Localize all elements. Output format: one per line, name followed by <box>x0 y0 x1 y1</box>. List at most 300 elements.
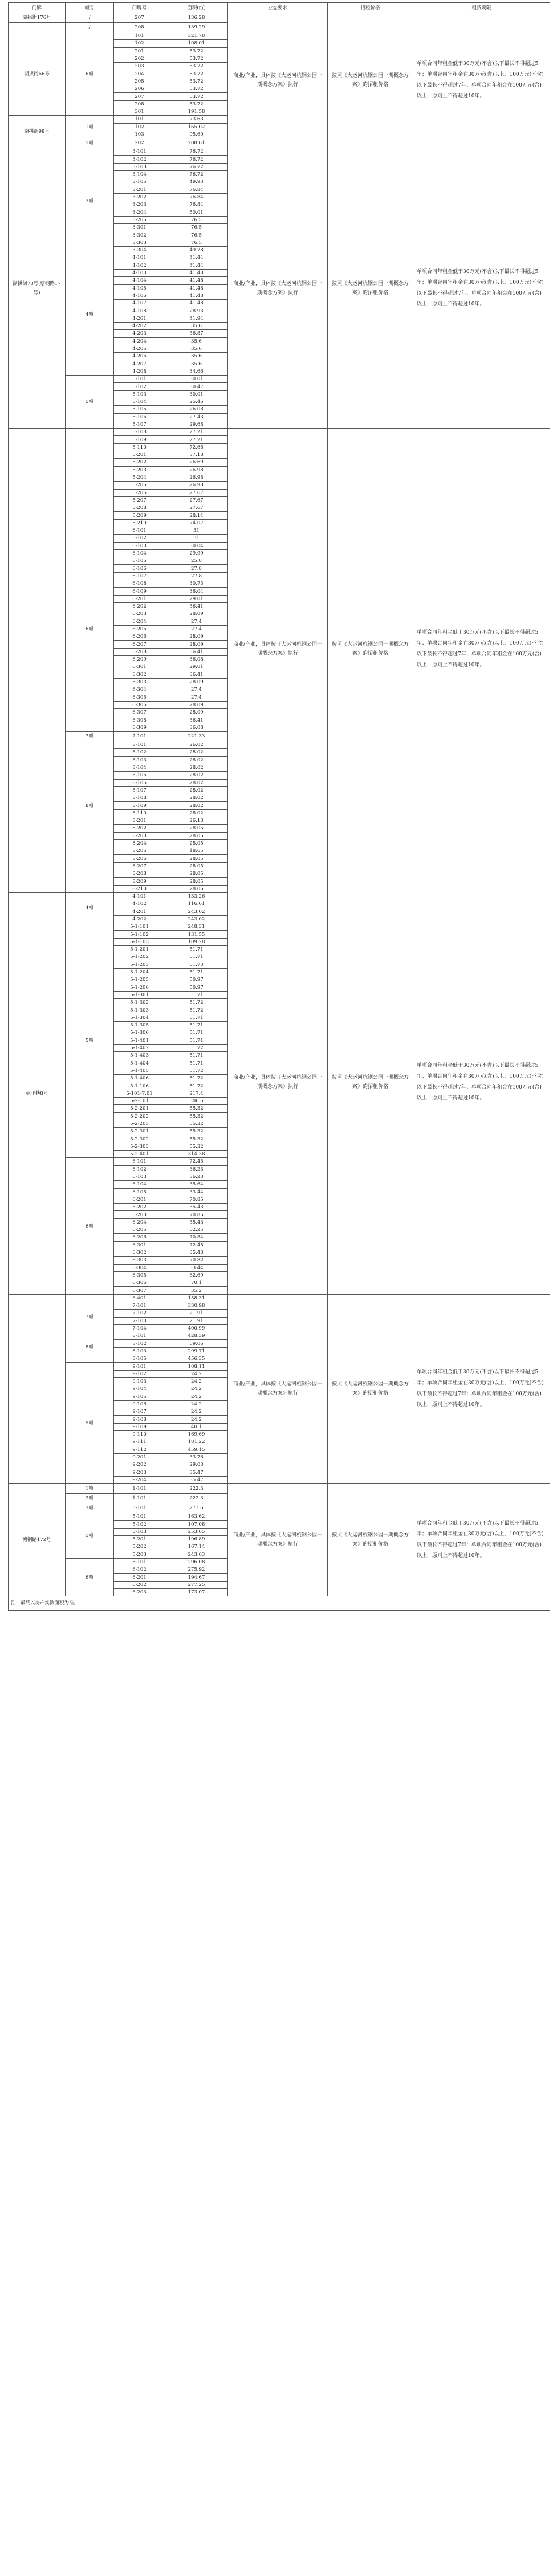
area-cell: 76.72 <box>165 148 228 156</box>
area-cell: 116.61 <box>165 900 228 908</box>
area-cell: 296.08 <box>165 1558 228 1566</box>
unit-cell: 4-102 <box>114 900 165 908</box>
area-cell: 55.32 <box>165 1135 228 1143</box>
unit-cell: 5-101 <box>114 1513 165 1521</box>
unit-cell: 6-306 <box>114 701 165 708</box>
unit-cell: 3-202 <box>114 193 165 201</box>
area-cell: 76.72 <box>165 156 228 163</box>
area-cell: 55.32 <box>165 1128 228 1135</box>
unit-cell: 4-104 <box>114 277 165 284</box>
unit-cell: 208 <box>114 23 165 32</box>
unit-cell: 5-1-404 <box>114 1059 165 1067</box>
area-cell: 53.72 <box>165 85 228 93</box>
table-row <box>9 1294 550 1302</box>
area-cell: 27.4 <box>165 625 228 633</box>
unit-cell: 5-103 <box>114 1528 165 1535</box>
building-cell: 6幢 <box>66 1558 114 1596</box>
unit-cell: 6-202 <box>114 1204 165 1211</box>
unit-cell: 8-102 <box>114 1340 165 1347</box>
unit-cell: 8-110 <box>114 809 165 817</box>
unit-cell: 4-103 <box>114 269 165 276</box>
area-cell: 27.21 <box>165 436 228 443</box>
building-cell: 7幢 <box>66 732 114 741</box>
unit-cell: 9-203 <box>114 1469 165 1476</box>
area-cell: 24.2 <box>165 1416 228 1423</box>
unit-cell: 6-201 <box>114 1196 165 1203</box>
area-cell: 28.05 <box>165 855 228 862</box>
lease-term: 单项合同年租金低于30万元(不含)以下最长不得超过5年；单项合同年租金在30万元(含)以上，100万元(不含)以下最长不得超过7年；单项合同年租金在100万元(含)以上，原则上不得超过10年。 <box>413 148 550 429</box>
unit-cell: 5-1-301 <box>114 991 165 998</box>
building-cell: / <box>66 13 114 23</box>
unit-cell: 101 <box>114 32 165 40</box>
area-cell: 26.98 <box>165 466 228 474</box>
area-cell: 51.71 <box>165 1014 228 1021</box>
unit-cell: 6-101 <box>114 1558 165 1566</box>
building-cell: 6幢 <box>66 527 114 732</box>
area-cell: 28.02 <box>165 779 228 786</box>
unit-cell: 6-205 <box>114 1226 165 1234</box>
area-cell: 29.01 <box>165 663 228 671</box>
area-cell: 26.13 <box>165 817 228 824</box>
unit-cell: 7-101 <box>114 732 165 741</box>
rental-price: 按照《大运河杭钢公园一期概念方案》的招租价格 <box>328 13 413 148</box>
area-cell: 51.71 <box>165 946 228 953</box>
unit-cell: 5-208 <box>114 504 165 512</box>
area-cell: 21.91 <box>165 1310 228 1317</box>
area-cell: 28.05 <box>165 870 228 878</box>
unit-cell: 5-108 <box>114 429 165 436</box>
unit-cell: 4-102 <box>114 262 165 269</box>
unit-cell: 9-110 <box>114 1431 165 1438</box>
unit-cell: 4-106 <box>114 292 165 299</box>
area-cell: 36.41 <box>165 716 228 724</box>
unit-cell: 4-101 <box>114 254 165 262</box>
area-cell: 221.33 <box>165 732 228 741</box>
building-cell: 9幢 <box>66 1363 114 1484</box>
rental-price: 按照《大运河杭钢公园一期概念方案》的招租价格 <box>328 429 413 870</box>
area-cell: 28.09 <box>165 678 228 686</box>
unit-cell: 5-1-102 <box>114 931 165 938</box>
area-cell: 76.5 <box>165 231 228 239</box>
unit-cell: 8-101 <box>114 1332 165 1340</box>
unit-cell: 6-208 <box>114 648 165 655</box>
unit-cell: 5-2-201 <box>114 1105 165 1112</box>
unit-cell: 6-107 <box>114 572 165 580</box>
unit-cell: 5-1-306 <box>114 1029 165 1037</box>
area-cell: 31 <box>165 535 228 542</box>
unit-cell: 8-105 <box>114 1355 165 1363</box>
unit-cell: 5-107 <box>114 421 165 428</box>
unit-cell: 8-204 <box>114 839 165 847</box>
unit-cell: 6-303 <box>114 1257 165 1264</box>
area-cell: 28.02 <box>165 756 228 764</box>
unit-cell: 4-201 <box>114 908 165 915</box>
table-body <box>9 13 550 1596</box>
unit-cell: 102 <box>114 40 165 47</box>
unit-cell: 6-103 <box>114 1173 165 1180</box>
unit-cell: 5-106 <box>114 413 165 421</box>
unit-cell: 6-102 <box>114 1566 165 1574</box>
rental-price: 按照《大运河杭钢公园一期概念方案》的招租价格 <box>328 148 413 429</box>
area-cell: 35.2 <box>165 1287 228 1294</box>
unit-cell: 9-105 <box>114 1393 165 1400</box>
area-cell: 55.32 <box>165 1105 228 1112</box>
unit-cell: 6-305 <box>114 1271 165 1279</box>
area-cell: 55.32 <box>165 1112 228 1120</box>
header-price: 招租价格 <box>328 3 413 13</box>
area-cell: 55.32 <box>165 1120 228 1127</box>
area-cell: 40.1 <box>165 1423 228 1430</box>
building-cell: 3幢 <box>66 1503 114 1513</box>
area-cell: 28.09 <box>165 641 228 648</box>
area-cell: 275.92 <box>165 1566 228 1574</box>
table-row <box>9 148 550 156</box>
unit-cell: 207 <box>114 13 165 23</box>
area-cell: 74.07 <box>165 519 228 527</box>
area-cell: 51.71 <box>165 953 228 961</box>
door-cell: 塘钢路172号 <box>9 1484 66 1596</box>
area-cell: 51.71 <box>165 1029 228 1037</box>
area-cell: 27.4 <box>165 694 228 701</box>
area-cell: 35.47 <box>165 1476 228 1483</box>
door-cell <box>9 1294 66 1483</box>
area-cell: 51.71 <box>165 991 228 998</box>
unit-cell: 6-306 <box>114 1279 165 1287</box>
area-cell: 50.97 <box>165 984 228 991</box>
unit-cell: 8-207 <box>114 862 165 870</box>
area-cell: 28.09 <box>165 701 228 708</box>
area-cell: 35.6 <box>165 322 228 329</box>
unit-cell: 3-105 <box>114 178 165 186</box>
business-requirement: 商业/产业，具体按《大运河杭钢公园一期概念方案》执行 <box>228 13 328 148</box>
unit-cell: 6-302 <box>114 1249 165 1256</box>
unit-cell: 8-109 <box>114 802 165 809</box>
unit-cell: 4-206 <box>114 353 165 360</box>
area-cell: 28.09 <box>165 610 228 618</box>
unit-cell: 9-107 <box>114 1408 165 1416</box>
unit-cell: 6-206 <box>114 1234 165 1241</box>
unit-cell: 6-105 <box>114 1188 165 1196</box>
unit-cell: 8-106 <box>114 779 165 786</box>
unit-cell: 202 <box>114 55 165 62</box>
area-cell: 51.71 <box>165 1022 228 1029</box>
unit-cell: 7-101 <box>114 1302 165 1309</box>
building-cell: 2幢 <box>66 1494 114 1503</box>
area-cell: 169.69 <box>165 1431 228 1438</box>
door-cell: 湖拱街66号 <box>9 32 66 116</box>
unit-cell: 6-309 <box>114 724 165 731</box>
area-cell: 277.25 <box>165 1581 228 1588</box>
area-cell: 243.02 <box>165 908 228 915</box>
unit-cell: 5-1-205 <box>114 976 165 984</box>
area-cell: 208.61 <box>165 138 228 148</box>
area-cell: 222.3 <box>165 1484 228 1494</box>
table-row <box>9 1484 550 1494</box>
area-cell: 28.05 <box>165 878 228 885</box>
unit-cell: 5-1-202 <box>114 953 165 961</box>
area-cell: 24.2 <box>165 1408 228 1416</box>
unit-cell: 6-104 <box>114 549 165 557</box>
table-row <box>9 870 550 878</box>
area-cell: 163.62 <box>165 1513 228 1521</box>
area-cell: 109.28 <box>165 938 228 945</box>
door-cell <box>9 23 66 32</box>
header-business: 业态要求 <box>228 3 328 13</box>
area-cell: 24.2 <box>165 1400 228 1408</box>
unit-cell: 4-204 <box>114 337 165 345</box>
unit-cell: 6-109 <box>114 588 165 595</box>
area-cell: 136.28 <box>165 13 228 23</box>
unit-cell: 7-103 <box>114 1317 165 1324</box>
area-cell: 51.71 <box>165 1059 228 1067</box>
building-cell: 4幢 <box>66 892 114 923</box>
area-cell: 158.31 <box>165 1294 228 1302</box>
area-cell: 35.43 <box>165 1218 228 1226</box>
table-header-row <box>9 3 550 13</box>
lease-term: 单项合同年租金低于30万元(不含)以下最长不得超过5年；单项合同年租金在30万元(含)以上，100万元(不含)以下最长不得超过7年；单项合同年租金在100万元(含)以上，原则上不得超过10年。 <box>413 1294 550 1483</box>
area-cell: 35.6 <box>165 337 228 345</box>
header-term: 租赁期限 <box>413 3 550 13</box>
document-page <box>8 2 550 1611</box>
area-cell: 28.02 <box>165 809 228 817</box>
footnote: 注：最终以房产实测面积为准。 <box>9 1596 550 1611</box>
area-cell: 30.01 <box>165 376 228 383</box>
unit-cell: 6-201 <box>114 1574 165 1581</box>
area-cell: 76.72 <box>165 163 228 170</box>
area-cell: 72.66 <box>165 443 228 451</box>
area-cell: 194.67 <box>165 1574 228 1581</box>
area-cell: 28.02 <box>165 802 228 809</box>
header-area: 面积(㎡) <box>165 3 228 13</box>
unit-cell: 1-101 <box>114 1494 165 1503</box>
area-cell: 53.72 <box>165 63 228 70</box>
area-cell: 108.01 <box>165 40 228 47</box>
area-cell: 191.58 <box>165 108 228 115</box>
building-cell: 7幢 <box>66 1302 114 1332</box>
area-cell: 27.21 <box>165 429 228 436</box>
unit-cell: 3-304 <box>114 247 165 254</box>
area-cell: 131.55 <box>165 931 228 938</box>
unit-cell: 5-204 <box>114 474 165 481</box>
unit-cell: 8-107 <box>114 786 165 794</box>
area-cell: 36.08 <box>165 724 228 731</box>
area-cell: 53.72 <box>165 93 228 100</box>
unit-cell: 3-203 <box>114 201 165 209</box>
area-cell: 34.66 <box>165 368 228 375</box>
unit-cell: 8-210 <box>114 885 165 892</box>
unit-cell: 301 <box>114 108 165 115</box>
area-cell: 53.72 <box>165 100 228 108</box>
area-cell: 30.01 <box>165 390 228 398</box>
door-cell: 湖拱街98号 <box>9 116 66 148</box>
unit-cell: 6-203 <box>114 610 165 618</box>
unit-cell: 4-108 <box>114 307 165 315</box>
area-cell: 27.4 <box>165 686 228 694</box>
rental-table <box>8 2 550 1611</box>
unit-cell: 5-110 <box>114 443 165 451</box>
area-cell: 53.72 <box>165 55 228 62</box>
area-cell: 26.98 <box>165 482 228 489</box>
area-cell: 28.93 <box>165 307 228 315</box>
area-cell: 70.85 <box>165 1196 228 1203</box>
area-cell: 36.04 <box>165 588 228 595</box>
area-cell: 70.1 <box>165 1279 228 1287</box>
area-cell: 36.41 <box>165 602 228 610</box>
unit-cell: 6-102 <box>114 1165 165 1173</box>
unit-cell: 8-209 <box>114 878 165 885</box>
unit-cell: 4-101 <box>114 892 165 900</box>
area-cell: 76.84 <box>165 193 228 201</box>
area-cell: 36.87 <box>165 330 228 337</box>
unit-cell: 3-205 <box>114 216 165 223</box>
lease-term: 单项合同年租金低于30万元(不含)以下最长不得超过5年；单项合同年租金在30万元(含)以上，100万元(不含)以下最长不得超过7年；单项合同年租金在100万元(含)以上，原则上不得超过10年。 <box>413 429 550 870</box>
unit-cell: 5-2-302 <box>114 1135 165 1143</box>
area-cell: 35.6 <box>165 360 228 368</box>
unit-cell: 4-105 <box>114 284 165 292</box>
area-cell: 76.84 <box>165 201 228 209</box>
unit-cell: 3-103 <box>114 163 165 170</box>
area-cell: 33.44 <box>165 1188 228 1196</box>
area-cell: 29.01 <box>165 595 228 602</box>
area-cell: 248.31 <box>165 923 228 931</box>
area-cell: 31.94 <box>165 315 228 322</box>
area-cell: 28.05 <box>165 839 228 847</box>
lease-term: 单项合同年租金低于30万元(不含)以下最长不得超过5年；单项合同年租金在30万元(含)以上，100万元(不含)以下最长不得超过7年；单项合同年租金在100万元(含)以上，原则上不得超过10年。 <box>413 1484 550 1596</box>
unit-cell: 9-102 <box>114 1370 165 1377</box>
unit-cell: 5-1-406 <box>114 1075 165 1082</box>
unit-cell: 3-204 <box>114 209 165 216</box>
unit-cell: 5-1-201 <box>114 946 165 953</box>
area-cell: 28.05 <box>165 885 228 892</box>
business-requirement: 商业/产业，具体按《大运河杭钢公园一期概念方案》执行 <box>228 1484 328 1596</box>
unit-cell: 5-1-305 <box>114 1022 165 1029</box>
area-cell: 243.63 <box>165 1551 228 1558</box>
unit-cell: 102 <box>114 123 165 131</box>
area-cell: 428.39 <box>165 1332 228 1340</box>
unit-cell: 6-105 <box>114 557 165 565</box>
unit-cell: 5-1-206 <box>114 984 165 991</box>
area-cell: 33.76 <box>165 1453 228 1461</box>
area-cell: 50.97 <box>165 976 228 984</box>
building-cell: 4幢 <box>66 254 114 376</box>
area-cell: 35.43 <box>165 1249 228 1256</box>
building-cell <box>66 870 114 893</box>
unit-cell: 5-1-303 <box>114 1006 165 1014</box>
unit-cell: 8-103 <box>114 1347 165 1355</box>
unit-cell: 8-206 <box>114 855 165 862</box>
building-cell: 5幢 <box>66 923 114 1158</box>
area-cell: 165.02 <box>165 123 228 131</box>
unit-cell: 5-1-103 <box>114 938 165 945</box>
door-cell <box>9 870 66 893</box>
area-cell: 50.01 <box>165 209 228 216</box>
area-cell: 30.04 <box>165 542 228 549</box>
unit-cell: 4-207 <box>114 360 165 368</box>
area-cell: 35.6 <box>165 345 228 352</box>
area-cell: 76.5 <box>165 239 228 246</box>
unit-cell: 101 <box>114 116 165 123</box>
area-cell: 76.84 <box>165 186 228 193</box>
unit-cell: 5-209 <box>114 512 165 519</box>
area-cell: 24.2 <box>165 1393 228 1400</box>
unit-cell: 5-109 <box>114 436 165 443</box>
unit-cell: 5-1-106 <box>114 1082 165 1090</box>
unit-cell: 6-304 <box>114 1264 165 1271</box>
area-cell: 29.68 <box>165 421 228 428</box>
unit-cell: 8-202 <box>114 825 165 832</box>
area-cell: 27.43 <box>165 413 228 421</box>
unit-cell: 8-105 <box>114 772 165 779</box>
unit-cell: 5-201 <box>114 451 165 459</box>
door-cell <box>9 429 66 870</box>
area-cell: 51.71 <box>165 1037 228 1044</box>
unit-cell: 5-207 <box>114 496 165 504</box>
unit-cell: 4-107 <box>114 300 165 307</box>
table-row <box>9 429 550 436</box>
unit-cell: 5-1-203 <box>114 961 165 968</box>
area-cell: 28.02 <box>165 764 228 771</box>
area-cell: 27.67 <box>165 496 228 504</box>
unit-cell: 6-206 <box>114 633 165 641</box>
building-cell: 3幢 <box>66 148 114 254</box>
unit-cell: 5-206 <box>114 489 165 496</box>
unit-cell: 8-203 <box>114 832 165 839</box>
area-cell: 62.69 <box>165 1271 228 1279</box>
area-cell: 26.98 <box>165 474 228 481</box>
area-cell: 107.08 <box>165 1521 228 1528</box>
unit-cell: 103 <box>114 131 165 138</box>
area-cell: 30.47 <box>165 383 228 390</box>
area-cell: 243.02 <box>165 915 228 923</box>
unit-cell: 6-101 <box>114 527 165 535</box>
unit-cell: 5-203 <box>114 466 165 474</box>
door-cell: 莫北巷8号 <box>9 892 66 1294</box>
unit-cell: 6-204 <box>114 618 165 625</box>
area-cell: 459.15 <box>165 1446 228 1453</box>
area-cell: 29.03 <box>165 1461 228 1469</box>
area-cell: 26.69 <box>165 459 228 466</box>
unit-cell: 6-303 <box>114 678 165 686</box>
unit-cell: 3-302 <box>114 231 165 239</box>
area-cell: 70.84 <box>165 1234 228 1241</box>
unit-cell: 5-101 <box>114 376 165 383</box>
area-cell: 53.72 <box>165 47 228 55</box>
area-cell: 24.2 <box>165 1385 228 1393</box>
area-cell: 400.99 <box>165 1324 228 1332</box>
header-unit: 门牌号 <box>114 3 165 13</box>
area-cell: 35.43 <box>165 1204 228 1211</box>
area-cell: 41.48 <box>165 269 228 276</box>
unit-cell: 4-208 <box>114 368 165 375</box>
unit-cell: 6-307 <box>114 1287 165 1294</box>
area-cell: 27.8 <box>165 572 228 580</box>
building-cell: 5幢 <box>66 376 114 429</box>
area-cell: 28.02 <box>165 772 228 779</box>
rental-price: 按照《大运河杭钢公园一期概念方案》的招租价格 <box>328 1294 413 1483</box>
area-cell: 28.09 <box>165 709 228 716</box>
unit-cell: 1-101 <box>114 1484 165 1494</box>
unit-cell: 208 <box>114 100 165 108</box>
area-cell: 139.29 <box>165 23 228 32</box>
table-row <box>9 13 550 23</box>
unit-cell: 6-101 <box>114 1158 165 1165</box>
building-cell <box>66 429 114 527</box>
unit-cell: 207 <box>114 93 165 100</box>
unit-cell: 5-2-303 <box>114 1143 165 1150</box>
unit-cell: 5-1-401 <box>114 1037 165 1044</box>
unit-cell: 8-208 <box>114 870 165 878</box>
unit-cell: 5-202 <box>114 459 165 466</box>
